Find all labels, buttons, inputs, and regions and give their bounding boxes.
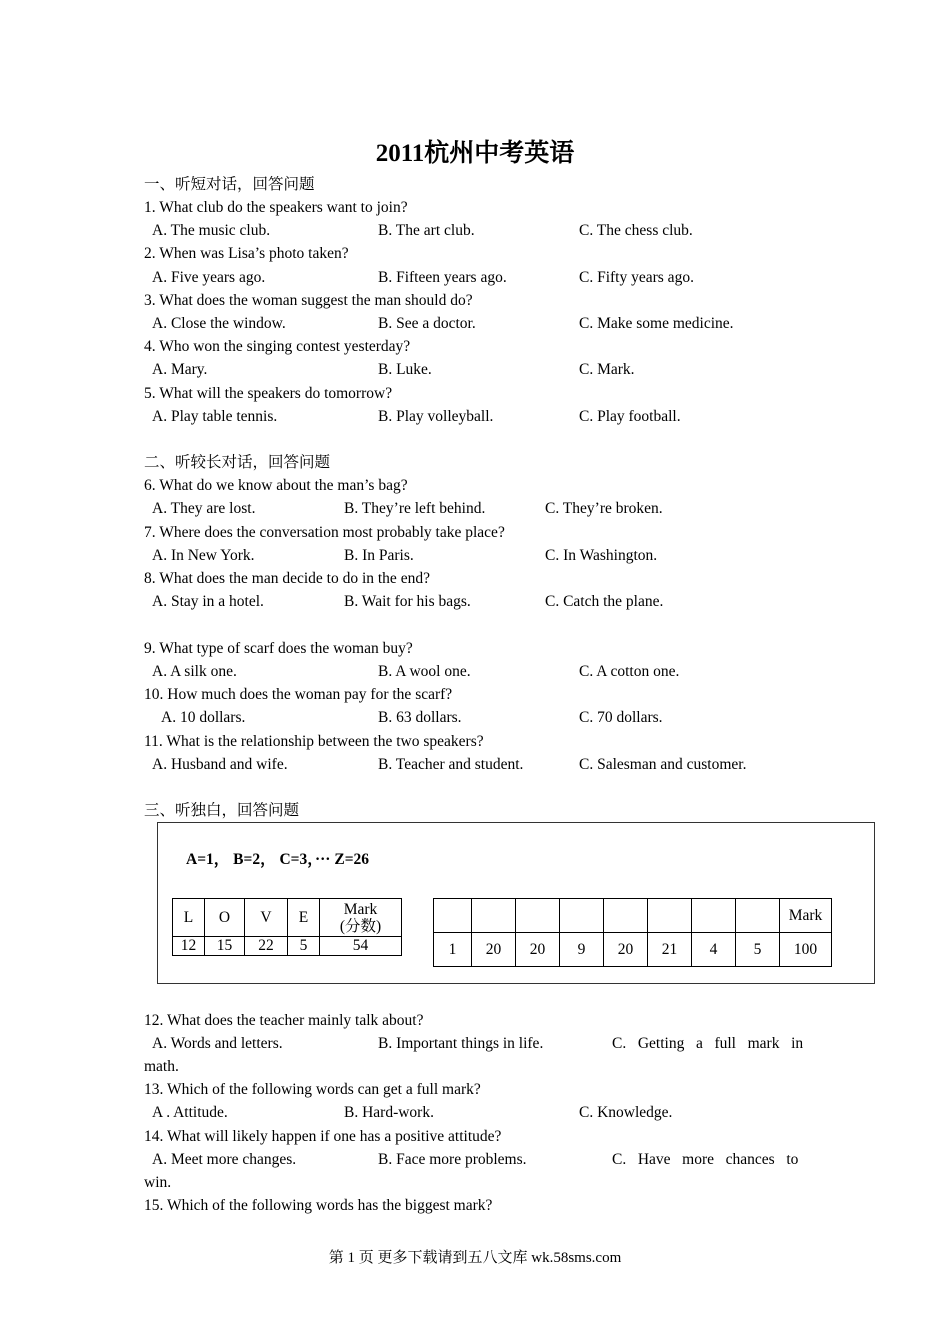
option-12a: A. Words and letters. <box>152 1035 283 1052</box>
option-7c: C. In Washington. <box>545 547 658 564</box>
option-7a: A. In New York. <box>152 547 255 564</box>
table2-header-cell <box>516 899 560 933</box>
option-9a: A. A silk one. <box>152 663 237 680</box>
question-4: 4. Who won the singing contest yesterday? <box>144 338 411 355</box>
table2-value-cell: 5 <box>736 933 780 967</box>
option-14b: B. Face more problems. <box>378 1151 527 1168</box>
question-15: 15. Which of the following words has the biggest mark? <box>144 1197 493 1214</box>
option-2c: C. Fifty years ago. <box>579 269 694 286</box>
question-2: 2. When was Lisa’s photo taken? <box>144 245 349 262</box>
option-10c: C. 70 dollars. <box>579 709 663 726</box>
option-12b: B. Important things in life. <box>378 1035 544 1052</box>
option-7b: B. In Paris. <box>344 547 414 564</box>
table1-value-cell: 54 <box>320 937 402 956</box>
option-11a: A. Husband and wife. <box>152 756 288 773</box>
table2-value-cell: 1 <box>434 933 472 967</box>
option-2b: B. Fifteen years ago. <box>378 269 507 286</box>
option-1c: C. The chess club. <box>579 222 693 239</box>
attitude-score-table <box>433 898 832 967</box>
table1-value-cell: 5 <box>288 937 320 956</box>
option-4b: B. Luke. <box>378 361 432 378</box>
option-13b: B. Hard-work. <box>344 1104 434 1121</box>
option-14c-continued: win. <box>144 1174 172 1191</box>
love-score-table <box>172 898 402 956</box>
option-14c: C. Have more chances to <box>612 1151 799 1168</box>
table2-mark-header: Mark <box>780 899 832 933</box>
table2-value-cell: 20 <box>604 933 648 967</box>
question-6: 6. What do we know about the man’s bag? <box>144 477 408 494</box>
option-5b: B. Play volleyball. <box>378 408 494 425</box>
option-10b: B. 63 dollars. <box>378 709 462 726</box>
option-14a: A. Meet more changes. <box>152 1151 297 1168</box>
table2-header-cell <box>736 899 780 933</box>
table2-value-cell: 20 <box>472 933 516 967</box>
question-1: 1. What club do the speakers want to join? <box>144 199 408 216</box>
option-8c: C. Catch the plane. <box>545 593 664 610</box>
option-8b: B. Wait for his bags. <box>344 593 471 610</box>
option-13a: A . Attitude. <box>152 1104 228 1121</box>
table1-header-cell: O <box>205 899 245 937</box>
section-heading-3: 三、听独白，回答问题 <box>144 802 300 819</box>
table2-header-cell <box>604 899 648 933</box>
option-12c: C. Getting a full mark in <box>612 1035 804 1052</box>
question-10: 10. How much does the woman pay for the scarf? <box>144 686 453 703</box>
table1-mark-header: Mark (分数) <box>320 899 402 937</box>
option-6b: B. They’re left behind. <box>344 500 486 517</box>
table2-header-cell <box>692 899 736 933</box>
question-13: 13. Which of the following words can get a full mark? <box>144 1081 481 1098</box>
page-footer: 第 1 页 更多下载请到五八文库 wk.58sms.com <box>328 1250 622 1266</box>
option-9b: B. A wool one. <box>378 663 471 680</box>
option-2a: A. Five years ago. <box>152 269 266 286</box>
table1-header-cell: L <box>173 899 205 937</box>
table1-header-cell: E <box>288 899 320 937</box>
table2-value-cell: 9 <box>560 933 604 967</box>
table2-header-cell <box>472 899 516 933</box>
option-11c: C. Salesman and customer. <box>579 756 747 773</box>
option-12c-continued: math. <box>144 1058 179 1075</box>
section-heading-1: 一、听短对话，回答问题 <box>144 176 315 193</box>
option-10a: A. 10 dollars. <box>161 709 246 726</box>
table2-header-cell <box>560 899 604 933</box>
question-9: 9. What type of scarf does the woman buy? <box>144 640 413 657</box>
option-3b: B. See a doctor. <box>378 315 476 332</box>
table2-header-cell <box>434 899 472 933</box>
letter-value-formula: A=1， B=2， C=3，··· Z=26 <box>186 851 370 868</box>
question-8: 8. What does the man decide to do in the end? <box>144 570 430 587</box>
table2-value-cell: 21 <box>648 933 692 967</box>
option-6a: A. They are lost. <box>152 500 256 517</box>
table2-value-cell: 100 <box>780 933 832 967</box>
question-12: 12. What does the teacher mainly talk about? <box>144 1012 424 1029</box>
table1-value-cell: 15 <box>205 937 245 956</box>
option-8a: A. Stay in a hotel. <box>152 593 264 610</box>
option-11b: B. Teacher and student. <box>378 756 524 773</box>
table1-value-cell: 22 <box>245 937 288 956</box>
page-title: 2011杭州中考英语 <box>375 140 575 167</box>
option-1a: A. The music club. <box>152 222 271 239</box>
question-7: 7. Where does the conversation most probably take place? <box>144 524 505 541</box>
question-5: 5. What will the speakers do tomorrow? <box>144 385 393 402</box>
option-4a: A. Mary. <box>152 361 208 378</box>
table2-value-cell: 4 <box>692 933 736 967</box>
section-heading-2: 二、听较长对话，回答问题 <box>144 454 331 471</box>
question-14: 14. What will likely happen if one has a positive attitude? <box>144 1128 502 1145</box>
table2-value-cell: 20 <box>516 933 560 967</box>
table1-header-cell: V <box>245 899 288 937</box>
option-4c: C. Mark. <box>579 361 635 378</box>
option-3a: A. Close the window. <box>152 315 286 332</box>
option-1b: B. The art club. <box>378 222 475 239</box>
option-9c: C. A cotton one. <box>579 663 680 680</box>
option-6c: C. They’re broken. <box>545 500 663 517</box>
table1-value-cell: 12 <box>173 937 205 956</box>
option-5a: A. Play table tennis. <box>152 408 278 425</box>
table2-header-cell <box>648 899 692 933</box>
option-5c: C. Play football. <box>579 408 681 425</box>
question-3: 3. What does the woman suggest the man should do? <box>144 292 473 309</box>
option-3c: C. Make some medicine. <box>579 315 734 332</box>
option-13c: C. Knowledge. <box>579 1104 673 1121</box>
question-11: 11. What is the relationship between the two speakers? <box>144 733 484 750</box>
